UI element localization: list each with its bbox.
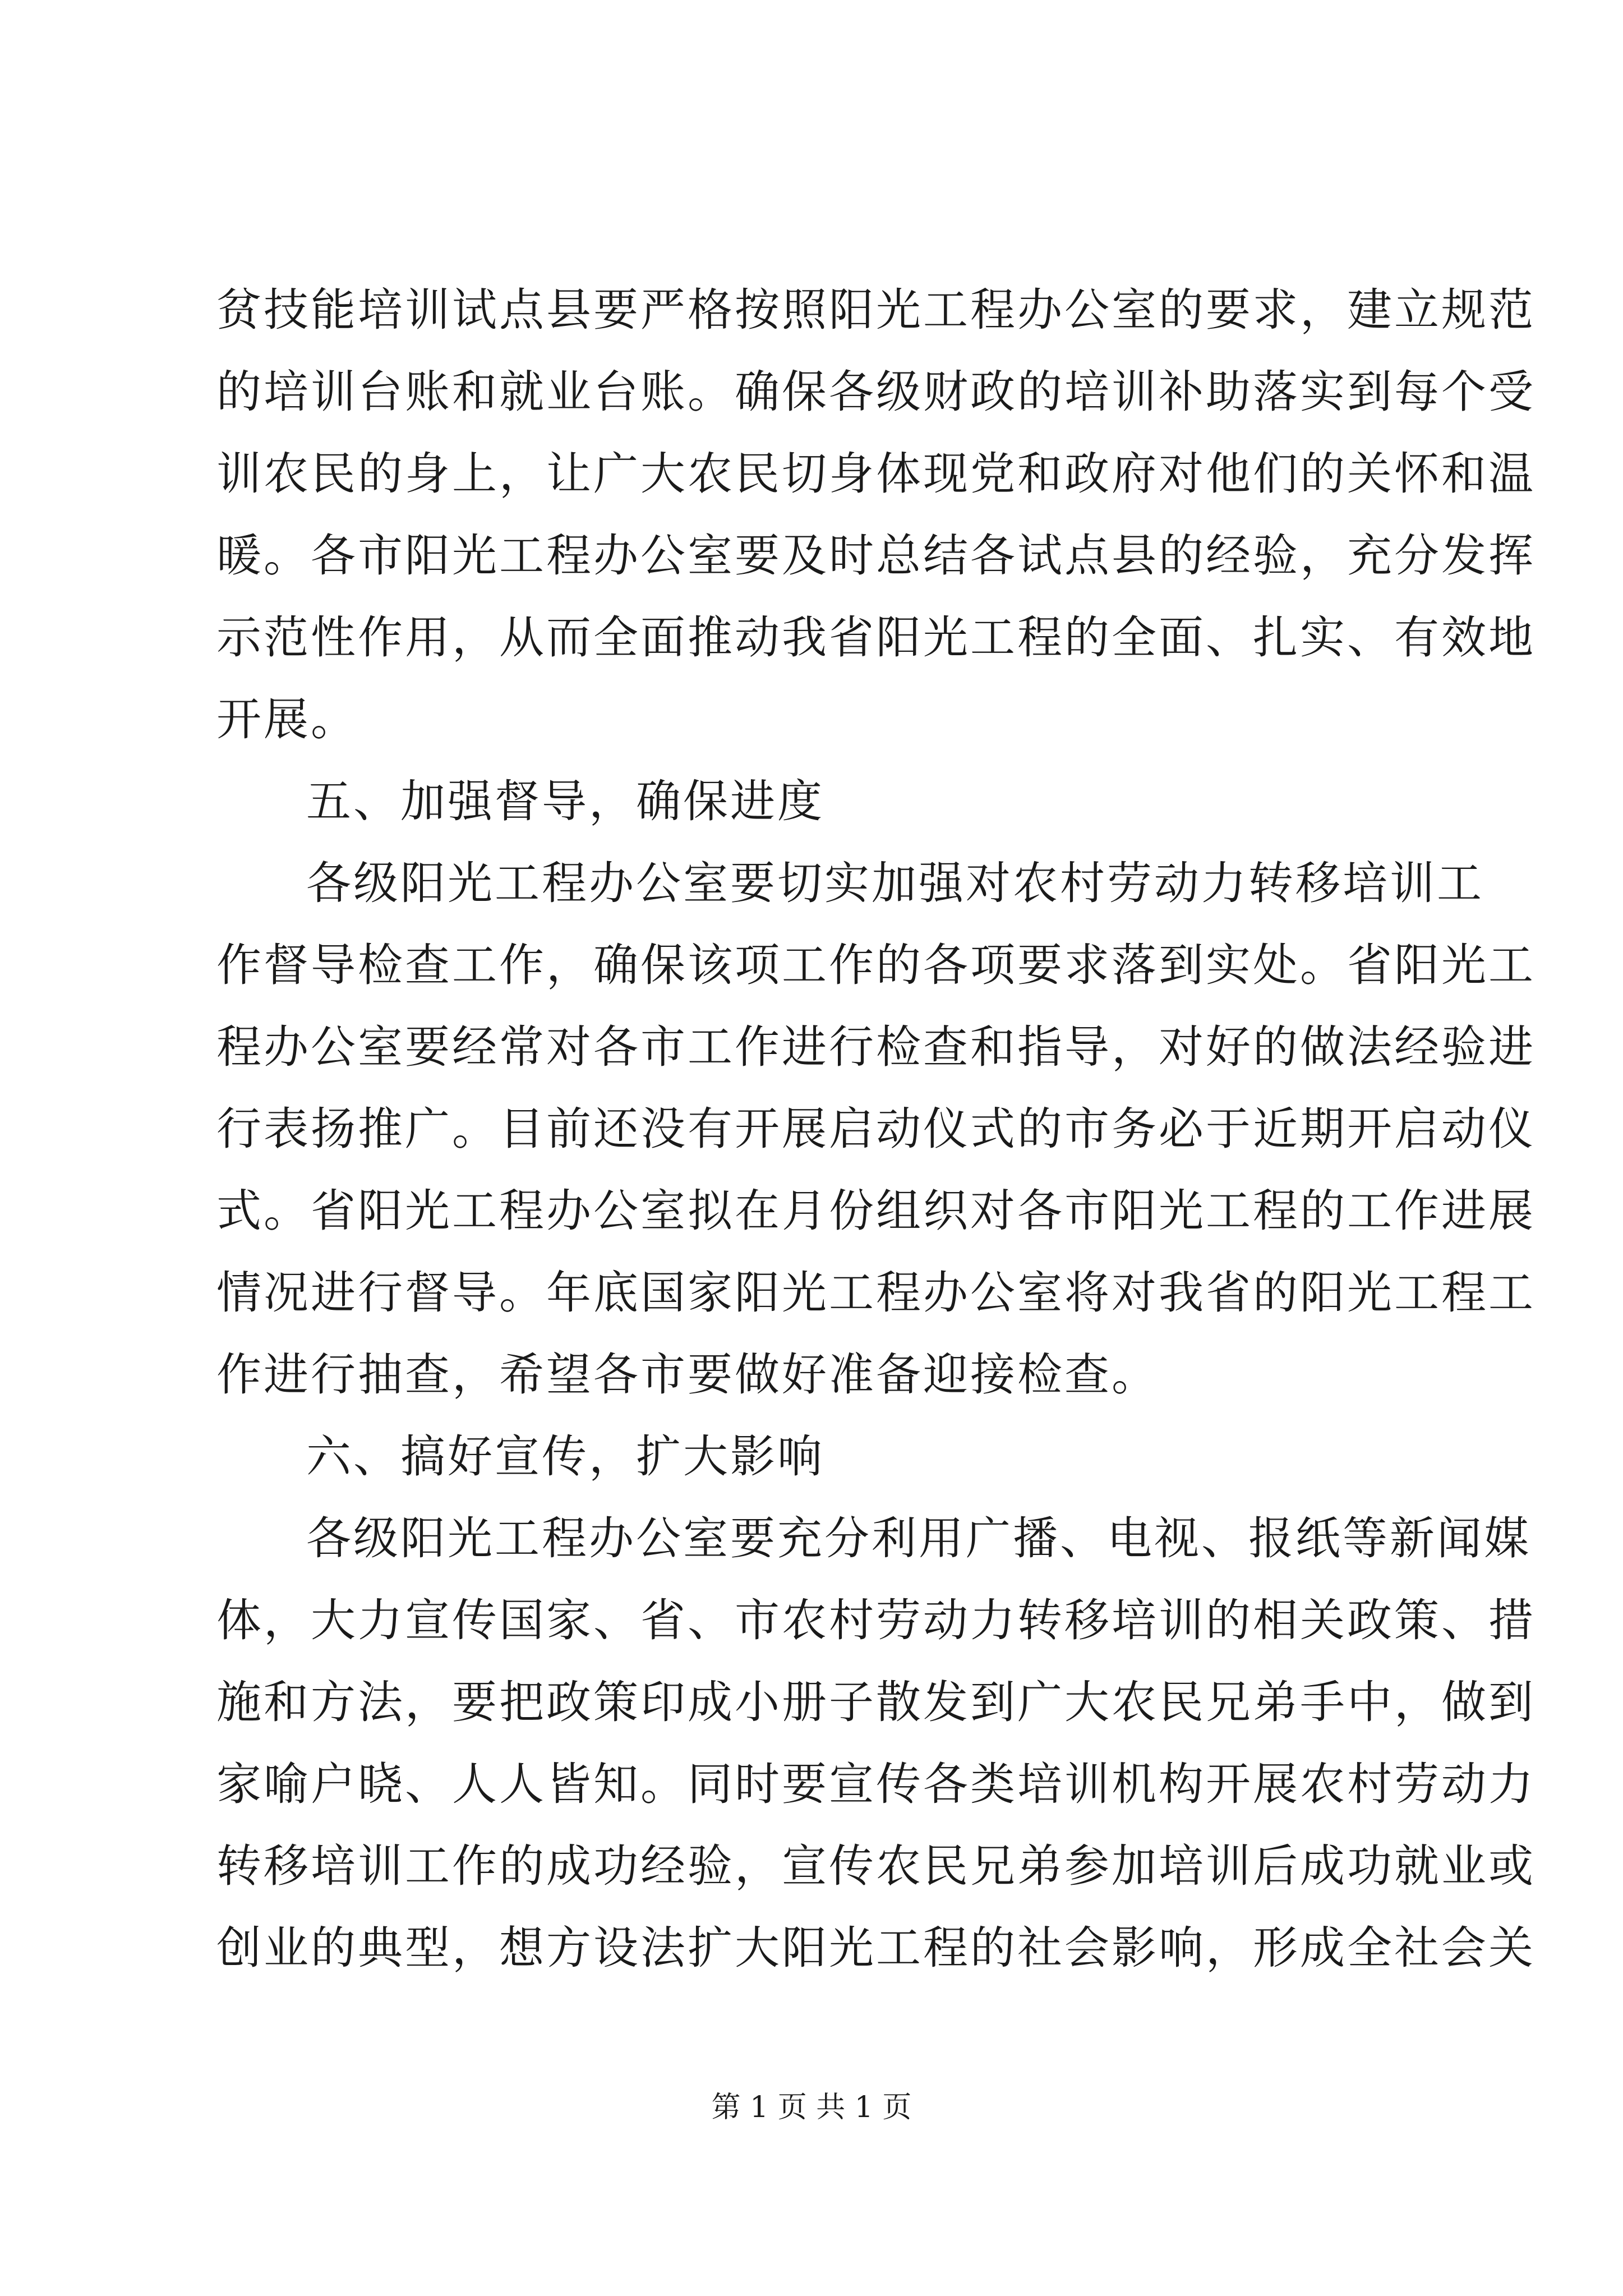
text-line: 的培训台账和就业台账。确保各级财政的培训补助落实到每个受 (216, 366, 1536, 418)
text-line: 创业的典型，想方设法扩大阳光工程的社会影响，形成全社会关 (216, 1922, 1536, 1974)
text-line: 各级阳光工程办公室要充分利用广播、电视、报纸等新闻媒 (306, 1512, 1531, 1565)
page-footer (0, 2088, 1623, 2127)
text-line: 各级阳光工程办公室要切实加强对农村劳动力转移培训工 (306, 857, 1484, 909)
text-line: 行表扬推广。目前还没有开展启动仪式的市务必于近期开启动仪 (216, 1103, 1536, 1155)
text-line: 程办公室要经常对各市工作进行检查和指导，对好的做法经验进 (216, 1021, 1536, 1073)
text-line: 家喻户晓、人人皆知。同时要宣传各类培训机构开展农村劳动力 (216, 1758, 1536, 1810)
section-heading: 五、加强督导，确保进度 (306, 775, 824, 827)
text-line: 训农民的身上，让广大农民切身体现党和政府对他们的关怀和温 (216, 448, 1536, 500)
text-line: 暖。各市阳光工程办公室要及时总结各试点县的经验，充分发挥 (216, 530, 1536, 582)
text-line: 作督导检查工作，确保该项工作的各项要求落到实处。省阳光工 (216, 939, 1536, 991)
text-line: 施和方法，要把政策印成小册子散发到广大农民兄弟手中，做到 (216, 1676, 1536, 1728)
text-line: 开展。 (216, 693, 358, 746)
document-body (216, 269, 1536, 1989)
page-number-label: 第 1 页 共 1 页 (711, 2091, 912, 2124)
text-line: 情况进行督导。年底国家阳光工程办公室将对我省的阳光工程工 (216, 1267, 1536, 1319)
text-line: 转移培训工作的成功经验，宣传农民兄弟参加培训后成功就业或 (216, 1840, 1536, 1892)
text-line: 作进行抽查，希望各市要做好准备迎接检查。 (216, 1349, 1159, 1401)
text-line: 示范性作用，从而全面推动我省阳光工程的全面、扎实、有效地 (216, 611, 1536, 664)
text-line: 贫技能培训试点县要严格按照阳光工程办公室的要求，建立规范 (216, 284, 1536, 336)
text-line: 体，大力宣传国家、省、市农村劳动力转移培训的相关政策、措 (216, 1594, 1536, 1646)
text-line: 式。省阳光工程办公室拟在月份组织对各市阳光工程的工作进展 (216, 1185, 1536, 1237)
section-heading: 六、搞好宣传，扩大影响 (306, 1430, 824, 1483)
